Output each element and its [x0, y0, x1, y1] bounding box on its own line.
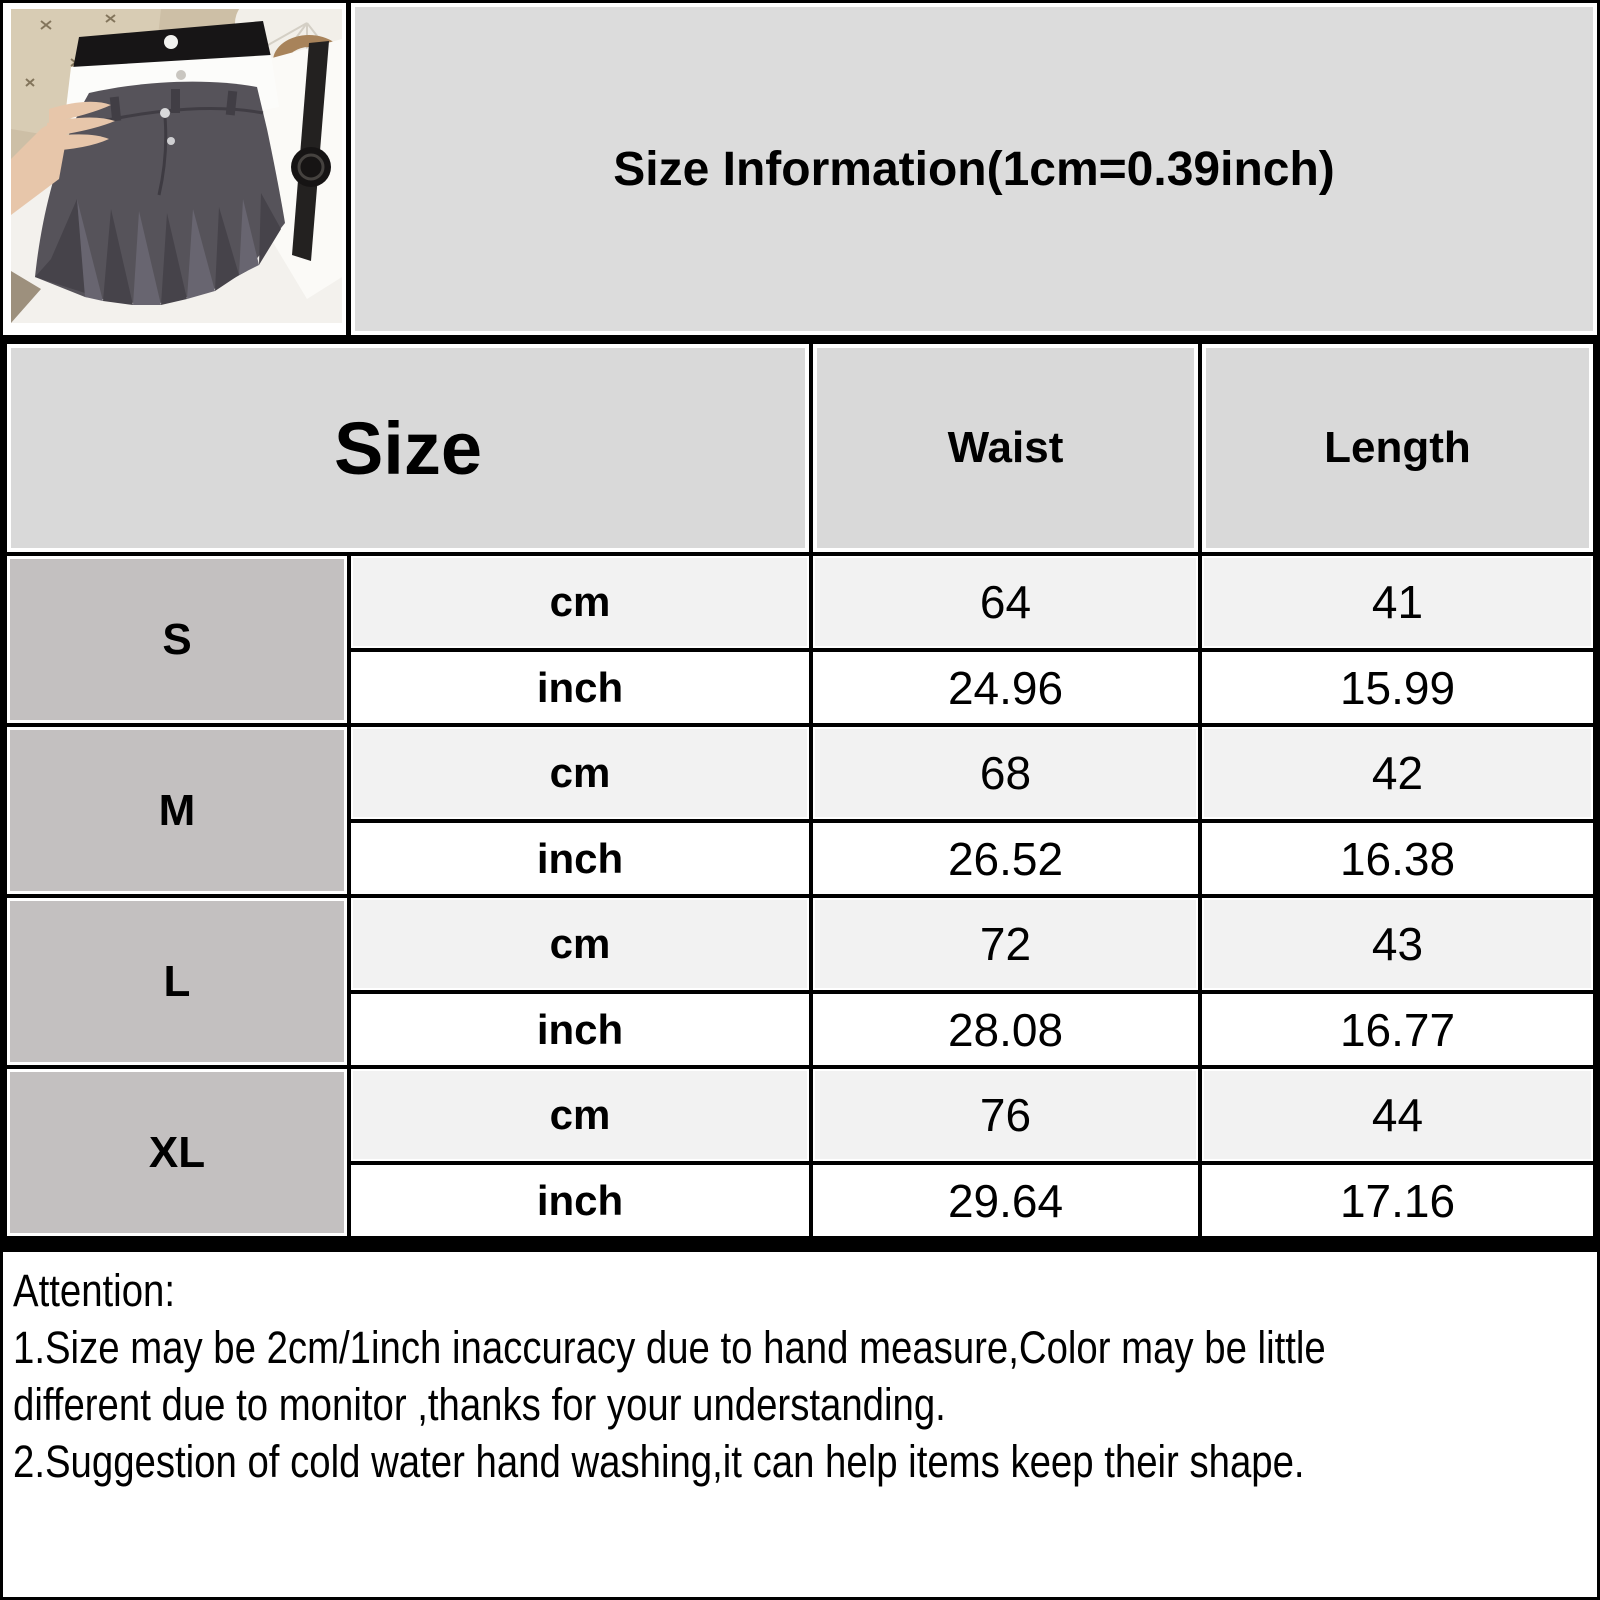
s-inch-waist: 24.96 — [813, 652, 1198, 723]
unit-cm: cm — [351, 727, 809, 819]
header-waist: Waist — [813, 344, 1198, 552]
m-cm-waist: 68 — [813, 727, 1198, 819]
header-length: Length — [1202, 344, 1593, 552]
attention-line-2: different due to monitor ,thanks for your understanding. — [13, 1379, 946, 1431]
unit-inch: inch — [351, 994, 809, 1065]
unit-inch: inch — [351, 823, 809, 894]
xl-inch-waist: 29.64 — [813, 1165, 1198, 1236]
l-inch-length: 16.77 — [1202, 994, 1593, 1065]
size-label-l: L — [7, 898, 347, 1065]
size-information-banner — [351, 3, 1597, 335]
xl-cm-waist: 76 — [813, 1069, 1198, 1161]
xl-inch-length: 17.16 — [1202, 1165, 1593, 1236]
size-label-m: M — [7, 727, 347, 894]
attention-line-3: 2.Suggestion of cold water hand washing,it can help items keep their shape. — [13, 1436, 1305, 1488]
banner-title: Size Information(1cm=0.39inch) — [613, 142, 1335, 196]
unit-cm: cm — [351, 556, 809, 648]
attention-line-1: 1.Size may be 2cm/1inch inaccuracy due to hand measure,Color may be little — [13, 1322, 1326, 1374]
l-cm-length: 43 — [1202, 898, 1593, 990]
unit-cm: cm — [351, 1069, 809, 1161]
attention-section — [3, 1252, 1597, 1597]
size-label-xl: XL — [7, 1069, 347, 1236]
s-cm-waist: 64 — [813, 556, 1198, 648]
xl-cm-length: 44 — [1202, 1069, 1593, 1161]
top-row — [3, 3, 1597, 340]
m-cm-length: 42 — [1202, 727, 1593, 819]
unit-inch: inch — [351, 652, 809, 723]
s-inch-length: 15.99 — [1202, 652, 1593, 723]
s-cm-length: 41 — [1202, 556, 1593, 648]
size-label-s: S — [7, 556, 347, 723]
unit-cm: cm — [351, 898, 809, 990]
l-cm-waist: 72 — [813, 898, 1198, 990]
product-photo-illustration — [11, 9, 342, 323]
l-inch-waist: 28.08 — [813, 994, 1198, 1065]
m-inch-waist: 26.52 — [813, 823, 1198, 894]
attention-heading: Attention: — [13, 1265, 175, 1316]
m-inch-length: 16.38 — [1202, 823, 1593, 894]
size-table — [3, 340, 1597, 1252]
header-size: Size — [7, 344, 809, 552]
unit-inch: inch — [351, 1165, 809, 1236]
product-photo — [3, 3, 351, 335]
